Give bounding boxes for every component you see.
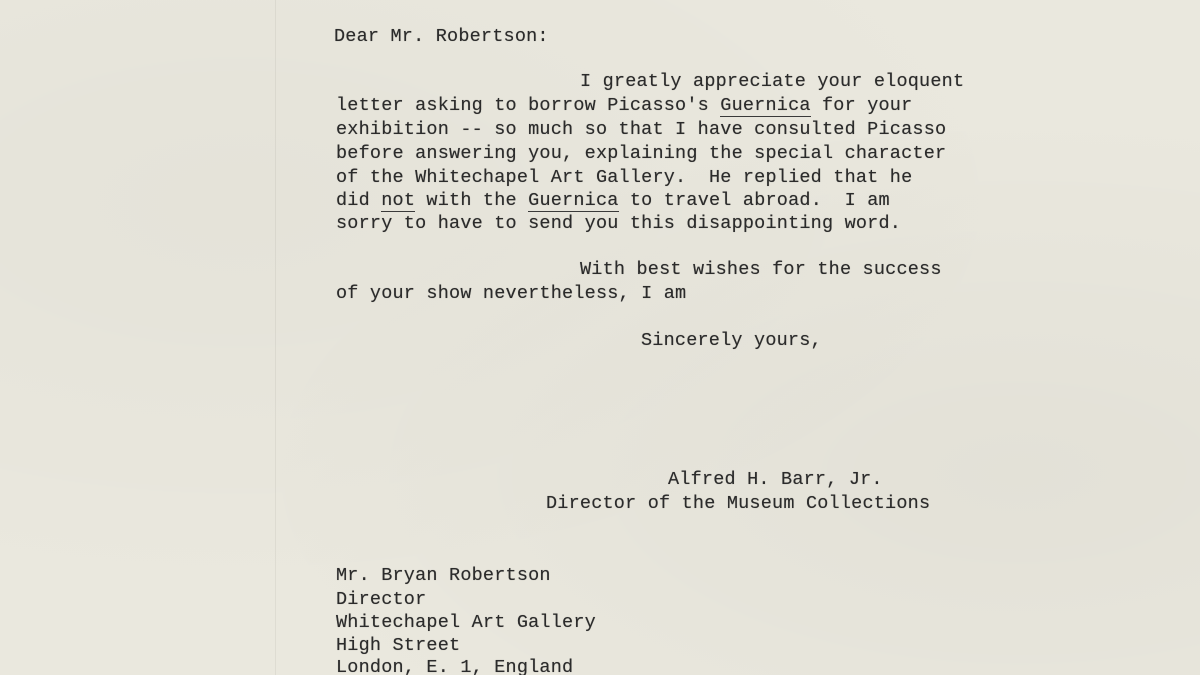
para1-line6-end: to travel abroad. I am [618,190,890,211]
para2-line1: With best wishes for the success [580,259,942,280]
artwork-title-underlined: Guernica [720,95,811,116]
salutation: Dear Mr. Robertson: [334,26,549,47]
address-city: London, E. 1, England [336,657,574,675]
para2-line2: of your show nevertheless, I am [336,283,687,304]
para1-line6-start: did [336,190,382,211]
address-title: Director [336,589,427,610]
signature-title: Director of the Museum Collections [546,493,931,514]
address-name: Mr. Bryan Robertson [336,565,551,586]
not-underlined: not [381,190,416,211]
para1-line3: exhibition -- so much so that I have consulted Picasso [336,119,947,140]
para1-line4: before answering you, explaining the special character [336,143,947,164]
para1-line2 [336,94,912,118]
paper-crease [275,0,276,675]
para1-line5: of the Whitechapel Art Gallery. He replied that he [336,167,913,188]
closing: Sincerely yours, [641,330,822,351]
address-street: High Street [336,635,461,656]
para1-line6-mid: with the [415,190,529,211]
para1-line1: I greatly appreciate your eloquent [580,71,965,92]
para1-line7: sorry to have to send you this disappointing word. [336,213,902,234]
signature-name: Alfred H. Barr, Jr. [668,469,883,490]
para1-line2-end: for your [810,95,913,116]
address-org: Whitechapel Art Gallery [336,612,596,633]
para1-line2-start: letter asking to borrow Picasso's [336,95,721,116]
artwork-title-underlined-2: Guernica [528,190,619,211]
para1-line6 [336,189,890,213]
